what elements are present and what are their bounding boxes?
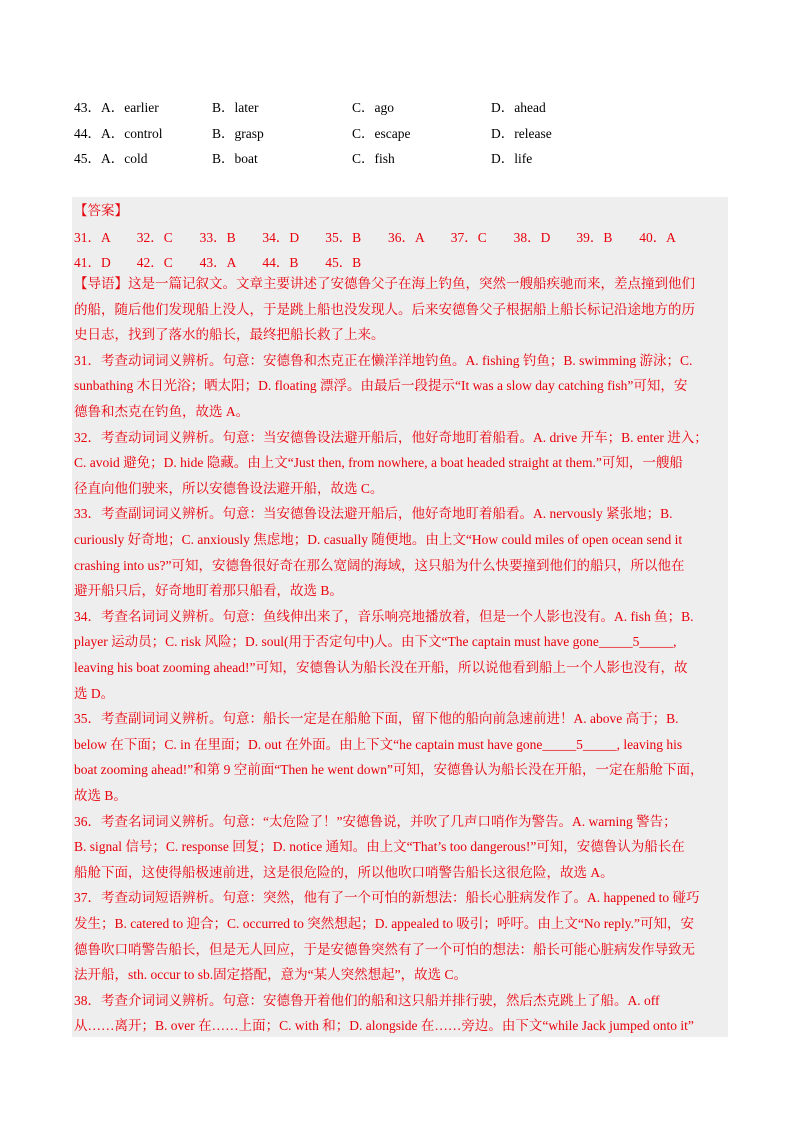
option-item: B．grasp	[212, 125, 264, 141]
explanation-line: 【导语】这是一篇记叙文。文章主要讲述了安德鲁父子在海上钓鱼，突然一艘船疾驰而来，差点撞到他们	[74, 276, 695, 291]
answer-item: 31．A	[74, 230, 111, 245]
explanation-line: 船舱下面，这使得船极速前进，这是很危险的，所以他吹口哨警告船长这很危险，故选 A。	[74, 864, 614, 880]
answer-item: 40．A	[639, 230, 676, 245]
explanation-line: C. avoid 避免；D. hide 隐藏。由上文“Just then, from nowhere, a boat headed straight at them.”可知，一艘船	[74, 455, 683, 471]
answer-item: 44．B	[262, 255, 299, 270]
option-item: 45．A．cold	[74, 151, 148, 166]
explanation-line: 德鲁和杰克在钓鱼，故选 A。	[74, 404, 250, 419]
explanation-line: 法开船，sth. occur to sb.固定搭配，意为“某人突然想起”，故选 C。	[74, 967, 467, 983]
option-item: 44．A．control	[74, 125, 163, 141]
explanation-line: 从……离开；B. over 在……上面；C. with 和；D. alongside 在……旁边。由下文“while Jack jumped onto it”	[74, 1018, 694, 1034]
answer-header: 【答案】	[74, 203, 128, 218]
explanation-line: leaving his boat zooming ahead!”可知，安德鲁认为船长没在开船，所以说他看到船上一个人影也没有，故	[74, 660, 688, 675]
answer-item: 33．B	[199, 230, 236, 245]
explanation-line: 的船，随后他们发现船上没人，于是跳上船也没发现人。后来安德鲁父子根据船上船长标记沿途地方的历	[74, 301, 695, 317]
answer-item: 34．D	[262, 230, 300, 245]
option-item: 43．A．earlier	[74, 100, 159, 115]
option-item: B．boat	[212, 151, 258, 166]
explanation-line: 径直向他们驶来，所以安德鲁设法避开船，故选 C。	[74, 480, 384, 496]
answer-item: 38．D	[513, 230, 551, 245]
explanation-line: 32．考查动词词义辨析。句意：当安德鲁设法避开船后，他好奇地盯着船看。A. drive 开车；B. enter 进入；	[74, 429, 708, 445]
answers-row-2	[74, 251, 728, 270]
answer-item: 45．B	[325, 255, 362, 270]
option-row	[74, 96, 734, 122]
answer-item: 41．D	[74, 255, 111, 270]
explanation-line: sunbathing 木日光浴；晒太阳；D. floating 漂浮。由最后一段提示“It was a slow day catching fish”可知，安	[74, 378, 688, 394]
option-item: D．release	[491, 125, 552, 141]
explanation-line: 34．考查名词词义辨析。句意：鱼线伸出来了，音乐响亮地播放着，但是一个人影也没有。A. fish 鱼；B.	[74, 608, 694, 624]
answer-item: 35．B	[325, 230, 362, 245]
answer-section	[72, 197, 728, 1037]
explanation-line: 36．考查名词词义辨析。句意：“太危险了！”安德鲁说，并吹了几声口哨作为警告。A. warning 警告；	[74, 813, 677, 829]
options-block	[74, 96, 734, 173]
option-item: C．fish	[352, 151, 395, 166]
explanation-line: 31．考查动词词义辨析。句意：安德鲁和杰克正在懒洋洋地钓鱼。A. fishing 钓鱼；B. swimming 游泳；C.	[74, 352, 693, 368]
answer-item: 37．C	[450, 230, 487, 245]
explanation-line: 发生；B. catered to 迎合；C. occurred to 突然想起；D. appealed to 吸引；呼吁。由上文“No reply.”可知，安	[74, 916, 695, 931]
option-item: C．ago	[352, 100, 394, 115]
explanation-line: 37．考查动词短语辨析。句意：突然，他有了一个可怕的新想法：船长心脏病发作了。A. happened to 碰巧	[74, 890, 700, 906]
explanation-line: 德鲁吹口哨警告船长，但是无人回应，于是安德鲁突然有了一个可怕的想法：船长可能心脏病发作导致无	[74, 941, 695, 957]
explanation-line: player 运动员；C. risk 风险；D. soul(用于否定句中)人。由下文“The captain must have gone_____5_____,	[74, 634, 677, 650]
option-item: D．life	[491, 151, 533, 166]
option-item: C．escape	[352, 125, 411, 141]
answer-item: 42．C	[136, 255, 173, 270]
option-row	[74, 122, 734, 148]
answer-item: 32．C	[136, 230, 173, 245]
explanation-line: 38．考查介词词义辨析。句意：安德鲁开着他们的船和这只船并排行驶，然后杰克跳上了船。A. off	[74, 992, 660, 1008]
explanation-line: curiously 好奇地；C. anxiously 焦虑地；D. casually 随便地。由上文“How could miles of open ocean send it	[74, 532, 683, 547]
explanation-line: below 在下面；C. in 在里面；D. out 在外面。由上下文“he captain must have gone_____5_____, leaving his	[74, 736, 683, 752]
explanation-line: B. signal 信号；C. response 回复；D. notice 通知。由上文“That’s too dangerous!”可知，安德鲁认为船长在	[74, 839, 685, 855]
explanation-line: 故选 B。	[74, 788, 127, 803]
explanation-line: crashing into us?”可知，安德鲁很好奇在那么宽阔的海域，这只船为什么快要撞到他们的船只，所以他在	[74, 557, 685, 573]
answer-item: 36．A	[388, 230, 425, 245]
option-item: D．ahead	[491, 100, 546, 115]
explanation-line: boat zooming ahead!”和第 9 空前面“Then he went down”可知，安德鲁认为船长没在开船，一定在船舱下面，	[74, 762, 704, 778]
explanation-line: 选 D。	[74, 685, 115, 701]
explanation-line: 史日志，找到了落水的船长，最终把船长救了上来。	[74, 327, 385, 343]
explanation-line: 避开船只后，好奇地盯着那只船看，故选 B。	[74, 583, 343, 599]
explanation-line: 33．考查副词词义辨析。句意：当安德鲁设法避开船后，他好奇地盯着船看。A. nervously 紧张地；B.	[74, 506, 673, 522]
answer-item: 39．B	[576, 230, 613, 245]
option-item: B．later	[212, 100, 259, 115]
explanation-line: 35．考查副词词义辨析。句意：船长一定是在船舱下面，留下他的船向前急速前进！A. above 高于；B.	[74, 711, 679, 727]
answers-row-1	[74, 226, 728, 245]
answer-item: 43．A	[199, 255, 237, 270]
option-row	[74, 147, 734, 173]
